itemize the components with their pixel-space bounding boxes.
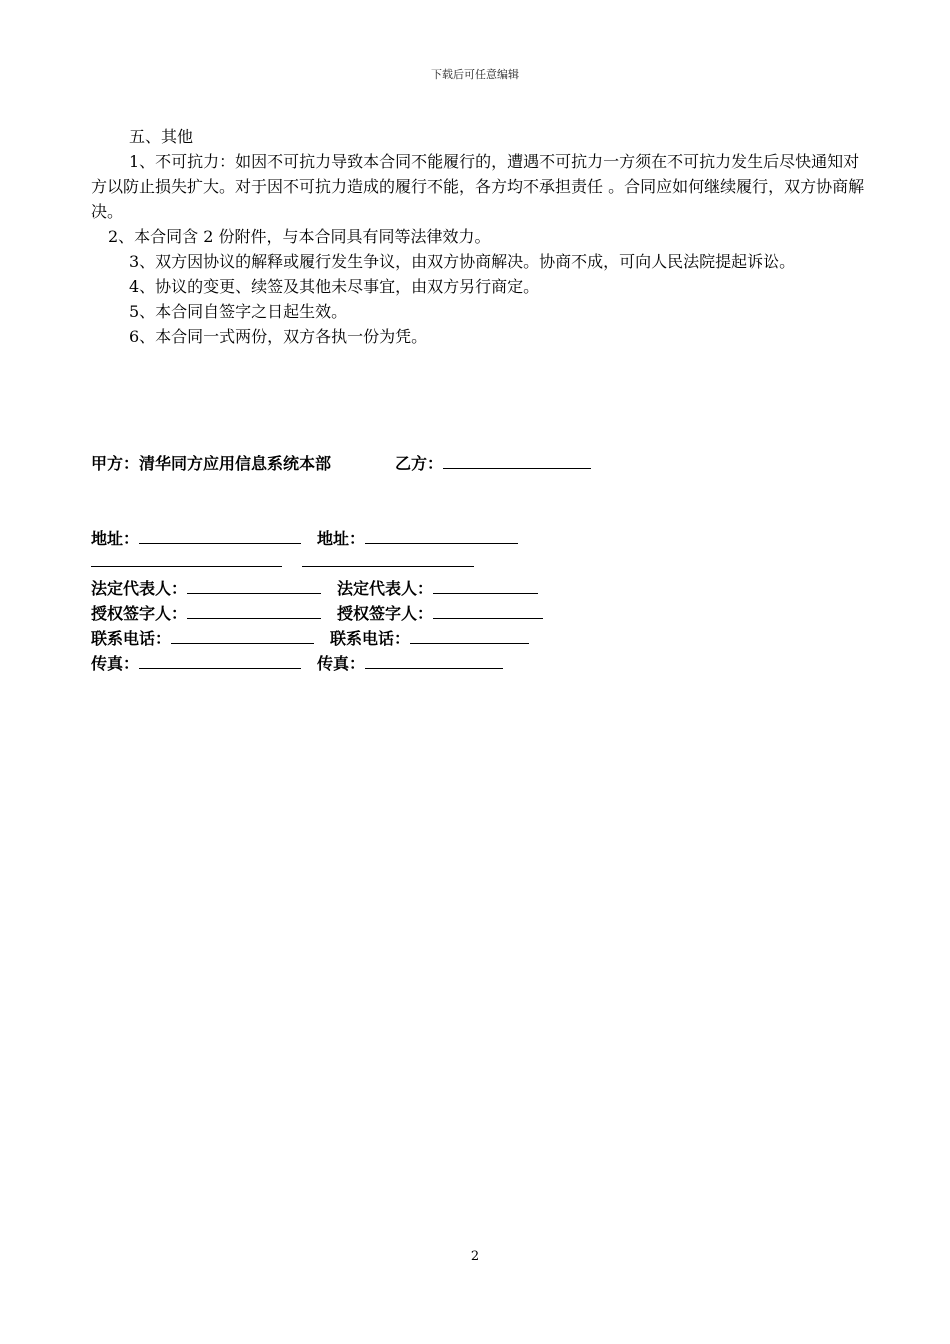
phone-a-blank[interactable] [171,629,314,644]
legal-rep-b-blank[interactable] [433,579,538,594]
address-a-blank-line2[interactable] [91,566,282,567]
phone-b-label: 联系电话： [330,629,411,648]
fax-a-blank[interactable] [139,654,301,669]
clause-amendments: 4、协议的变更、续签及其他未尽事宜，由双方另行商定。 [129,277,540,296]
fax-row [91,651,503,674]
legal-rep-a-blank[interactable] [187,579,321,594]
page-number: 2 [470,1249,480,1264]
page-header: 下载后可任意编辑 [431,68,519,81]
address-b-blank-line2[interactable] [302,566,474,567]
legal-rep-row [91,576,538,599]
address-a-label: 地址： [91,529,140,548]
authorized-row [91,601,543,624]
phone-a-label: 联系电话： [91,629,172,648]
address-a-blank[interactable] [139,529,301,544]
clause-disputes: 3、双方因协议的解释或履行发生争议，由双方协商解决。协商不成，可向人民法院提起诉讼。 [129,252,796,271]
authorized-a-label: 授权签字人： [91,604,188,623]
legal-rep-b-label: 法定代表人： [337,579,434,598]
party-a-label: 甲方：清华同方应用信息系统本部 [91,454,332,473]
authorized-b-label: 授权签字人： [337,604,434,623]
phone-b-blank[interactable] [410,629,529,644]
legal-rep-a-label: 法定代表人： [91,579,188,598]
clause-copies: 6、本合同一式两份，双方各执一份为凭。 [129,327,428,346]
address-b-label: 地址： [317,529,366,548]
fax-a-label: 传真： [91,654,140,673]
fax-b-blank[interactable] [365,654,503,669]
address-b-blank[interactable] [365,529,518,544]
clause-force-majeure: 1、不可抗力：如因不可抗力导致本合同不能履行的，遭遇不可抗力一方须在不可抗力发生后尽快通知对方以防止损失扩大。对于因不可抗力造成的履行不能，各方均不承担责任 。合同应如何继续履行，双方协商解决。 [91,152,865,221]
phone-row [91,626,529,649]
address-row [91,526,518,549]
clause-attachments: 2、本合同含 2 份附件，与本合同具有同等法律效力。 [108,227,491,246]
section-heading: 五、其他 [129,127,194,146]
authorized-a-blank[interactable] [187,604,321,619]
authorized-b-blank[interactable] [433,604,543,619]
contract-section-other [91,124,866,349]
party-row [91,451,591,474]
clause-effective: 5、本合同自签字之日起生效。 [129,302,348,321]
party-b-label: 乙方： [395,454,444,473]
fax-b-label: 传真： [317,654,366,673]
party-b-blank[interactable] [443,454,591,469]
